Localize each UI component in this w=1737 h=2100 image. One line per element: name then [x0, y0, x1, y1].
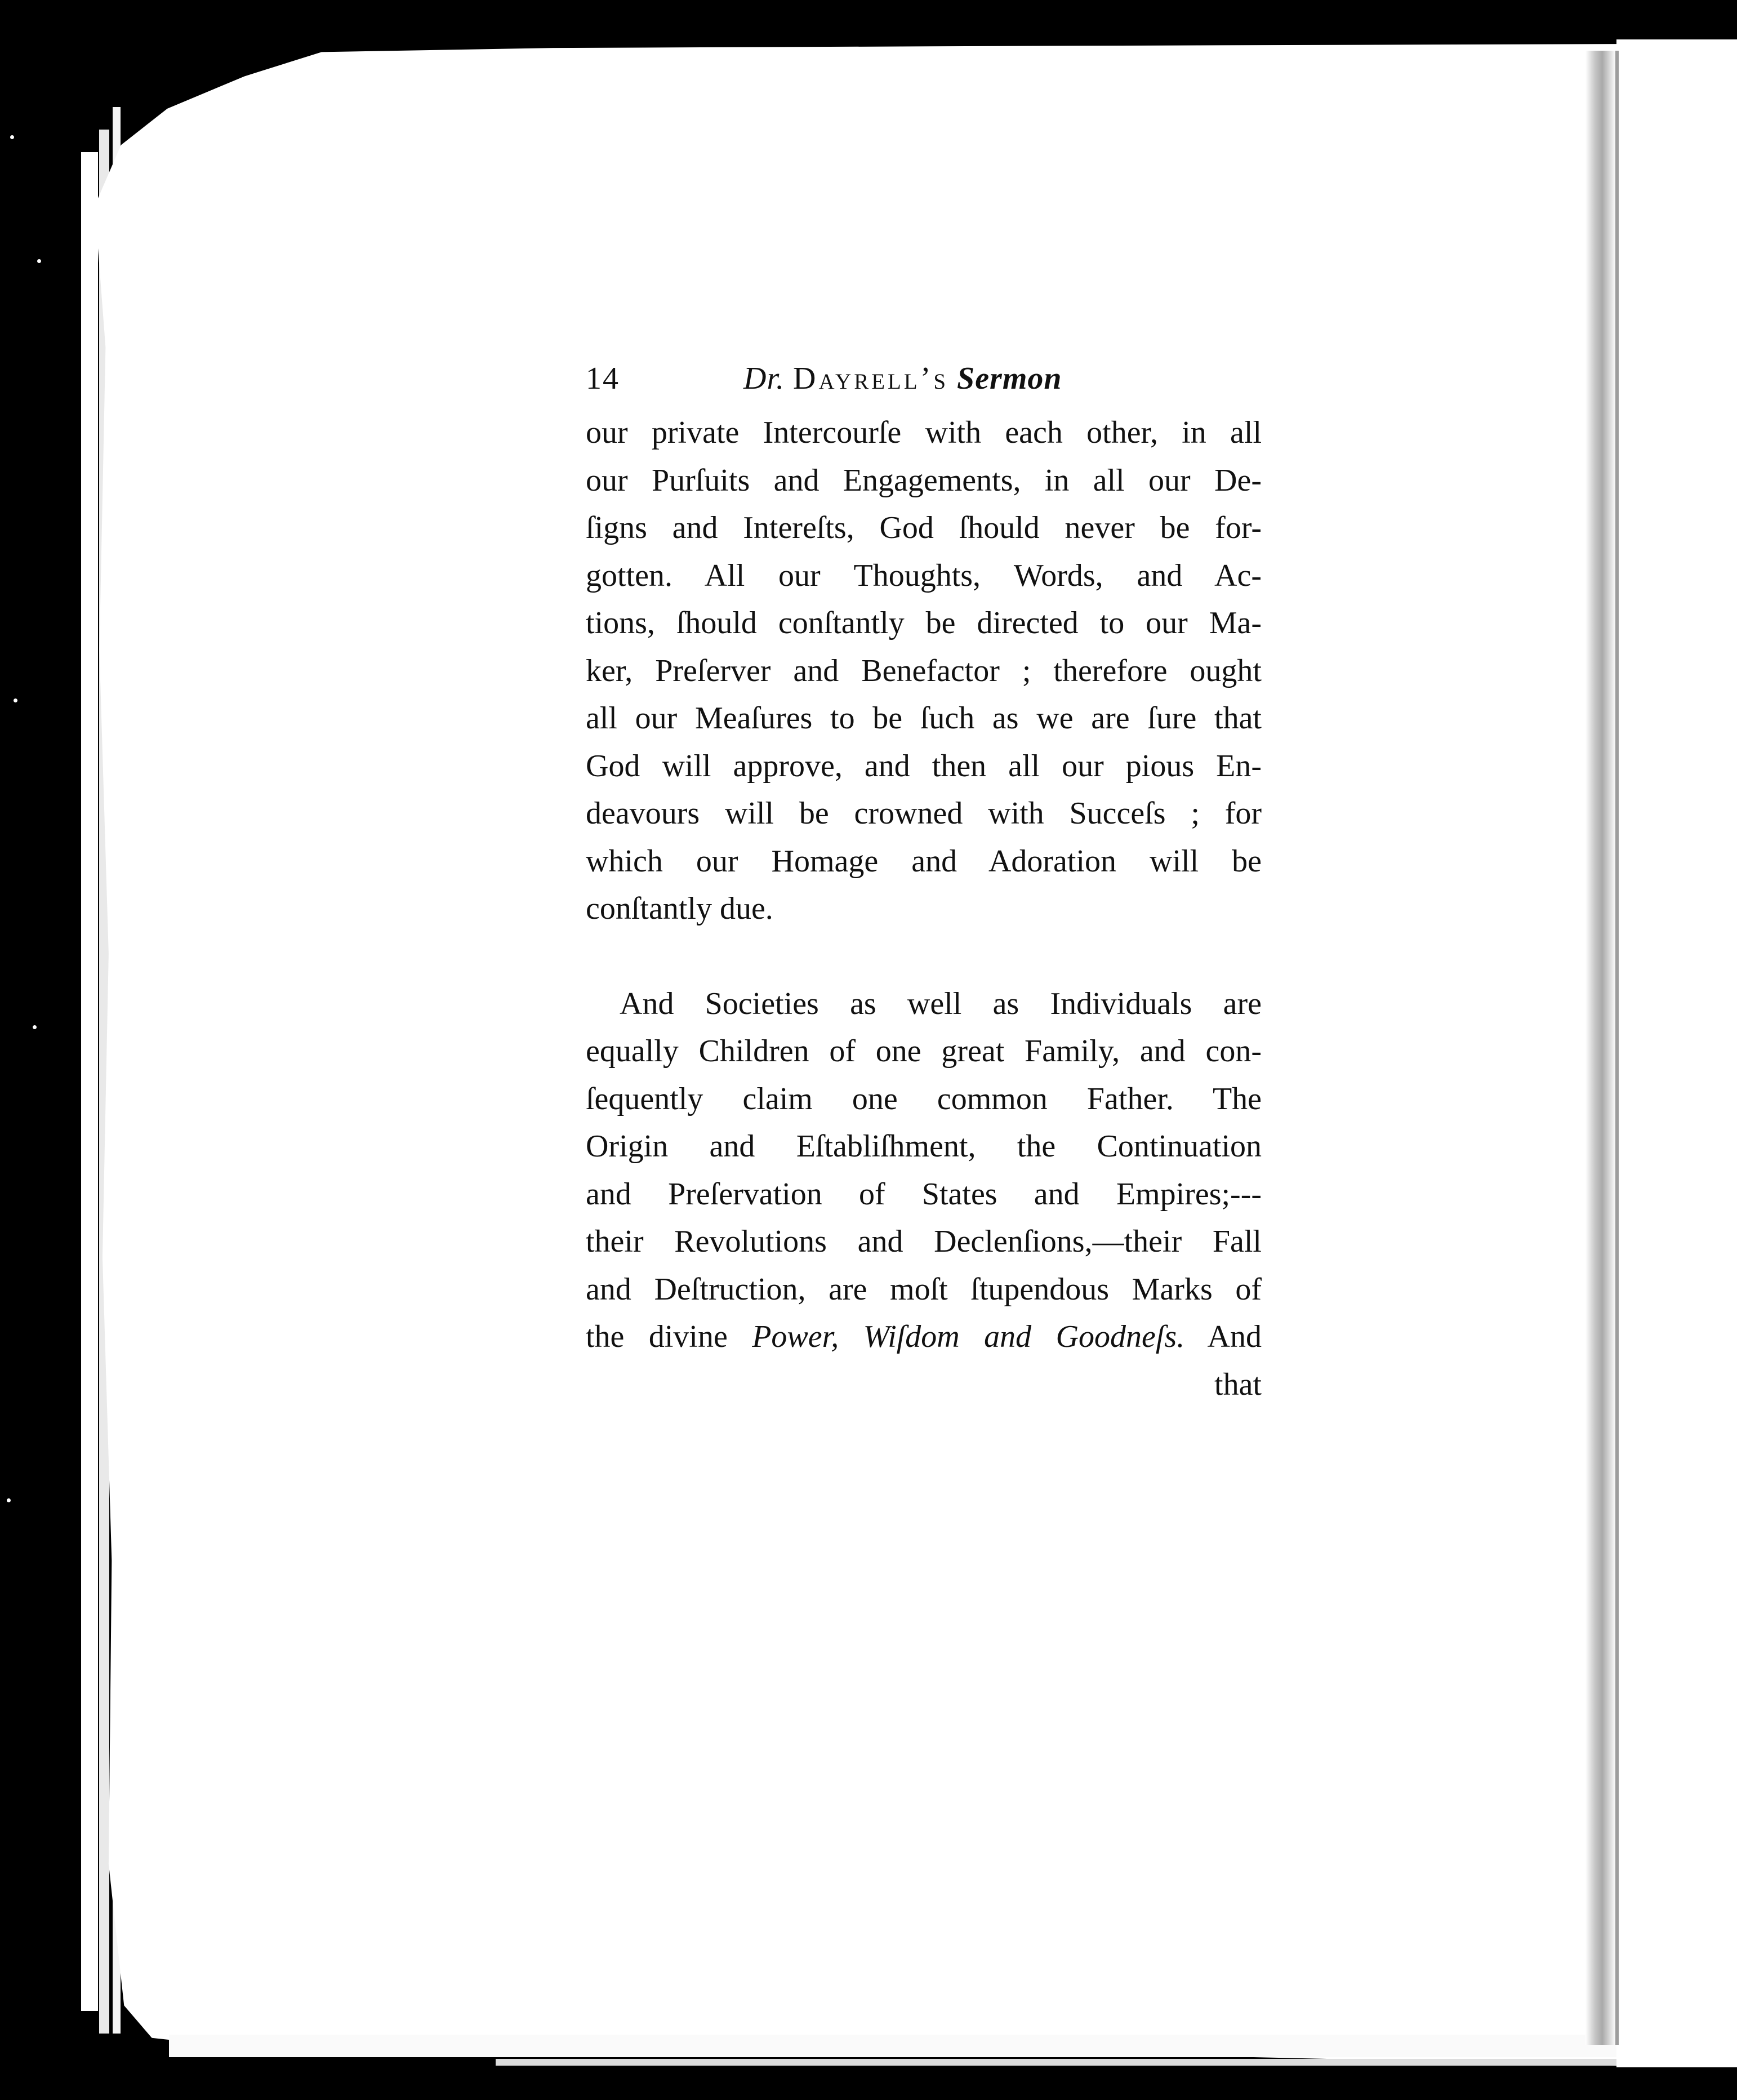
running-title-suffix: Sermon [957, 361, 1062, 396]
catchword: that [1214, 1367, 1262, 1402]
text-line: ſigns and Intereſts, God ſhould never be for- [586, 510, 1262, 545]
text-line: gotten. All our Thoughts, Words, and Ac- [586, 558, 1262, 593]
text-line: ker, Preſerver and Benefactor ; therefore ought [586, 653, 1262, 688]
page-number: 14 [586, 361, 620, 396]
page-edge-bottom [169, 2035, 1633, 2057]
paragraph [586, 409, 1262, 933]
printed-text-block [586, 355, 1262, 1408]
dust-speck [37, 259, 41, 263]
page-edge-left [81, 152, 98, 2011]
text-run: And [1184, 1319, 1262, 1354]
text-line: Origin and Eſtabliſhment, the Continuation [586, 1129, 1262, 1164]
dust-speck [33, 1025, 37, 1029]
text-line: and Deſtruction, are moſt ſtupendous Marks of [586, 1271, 1262, 1307]
italic-text-run: Power, Wiſdom and Goodneſs. [752, 1319, 1185, 1354]
gutter-shadow [1615, 51, 1619, 2045]
text-run: the divine [586, 1319, 752, 1354]
running-title [743, 361, 1062, 397]
paragraph [586, 980, 1262, 1409]
text-line: deavours will be crowned with Succeſs ; for [586, 796, 1262, 831]
dust-speck [10, 135, 14, 139]
binding-gutter [1585, 51, 1616, 2045]
text-line: all our Meaſures to be ſuch as we are ſure that [586, 701, 1262, 736]
dust-speck [14, 698, 17, 702]
running-head [586, 355, 1262, 409]
running-title-prefix: Dr. [743, 361, 785, 396]
text-line [586, 1313, 1262, 1361]
text-line: ſequently claim one common Father. The [586, 1081, 1262, 1116]
text-line: conſtantly due. [586, 891, 773, 926]
facing-page [1616, 39, 1737, 2067]
page-edge-bottom-shadow [496, 2059, 1622, 2066]
text-line: our Purſuits and Engagements, in all our De- [586, 462, 1262, 498]
text-line: and Preſervation of States and Empires;--- [586, 1176, 1262, 1212]
dust-speck [7, 1498, 11, 1502]
text-line: And Societies as well as Individuals are [620, 986, 1262, 1021]
text-line: which our Homage and Adoration will be [586, 843, 1262, 879]
paragraph-gap [586, 933, 1262, 980]
running-title-name: Dayrell’s [793, 361, 949, 396]
text-line: God will approve, and then all our pious En- [586, 748, 1262, 784]
text-line: equally Children of one great Family, and con- [586, 1034, 1262, 1069]
text-line: our private Intercourſe with each other, in all [586, 415, 1262, 450]
text-line: tions, ſhould conſtantly be directed to our Ma- [586, 606, 1262, 640]
text-line: their Revolutions and Declenſions,—their Fall [586, 1224, 1262, 1259]
